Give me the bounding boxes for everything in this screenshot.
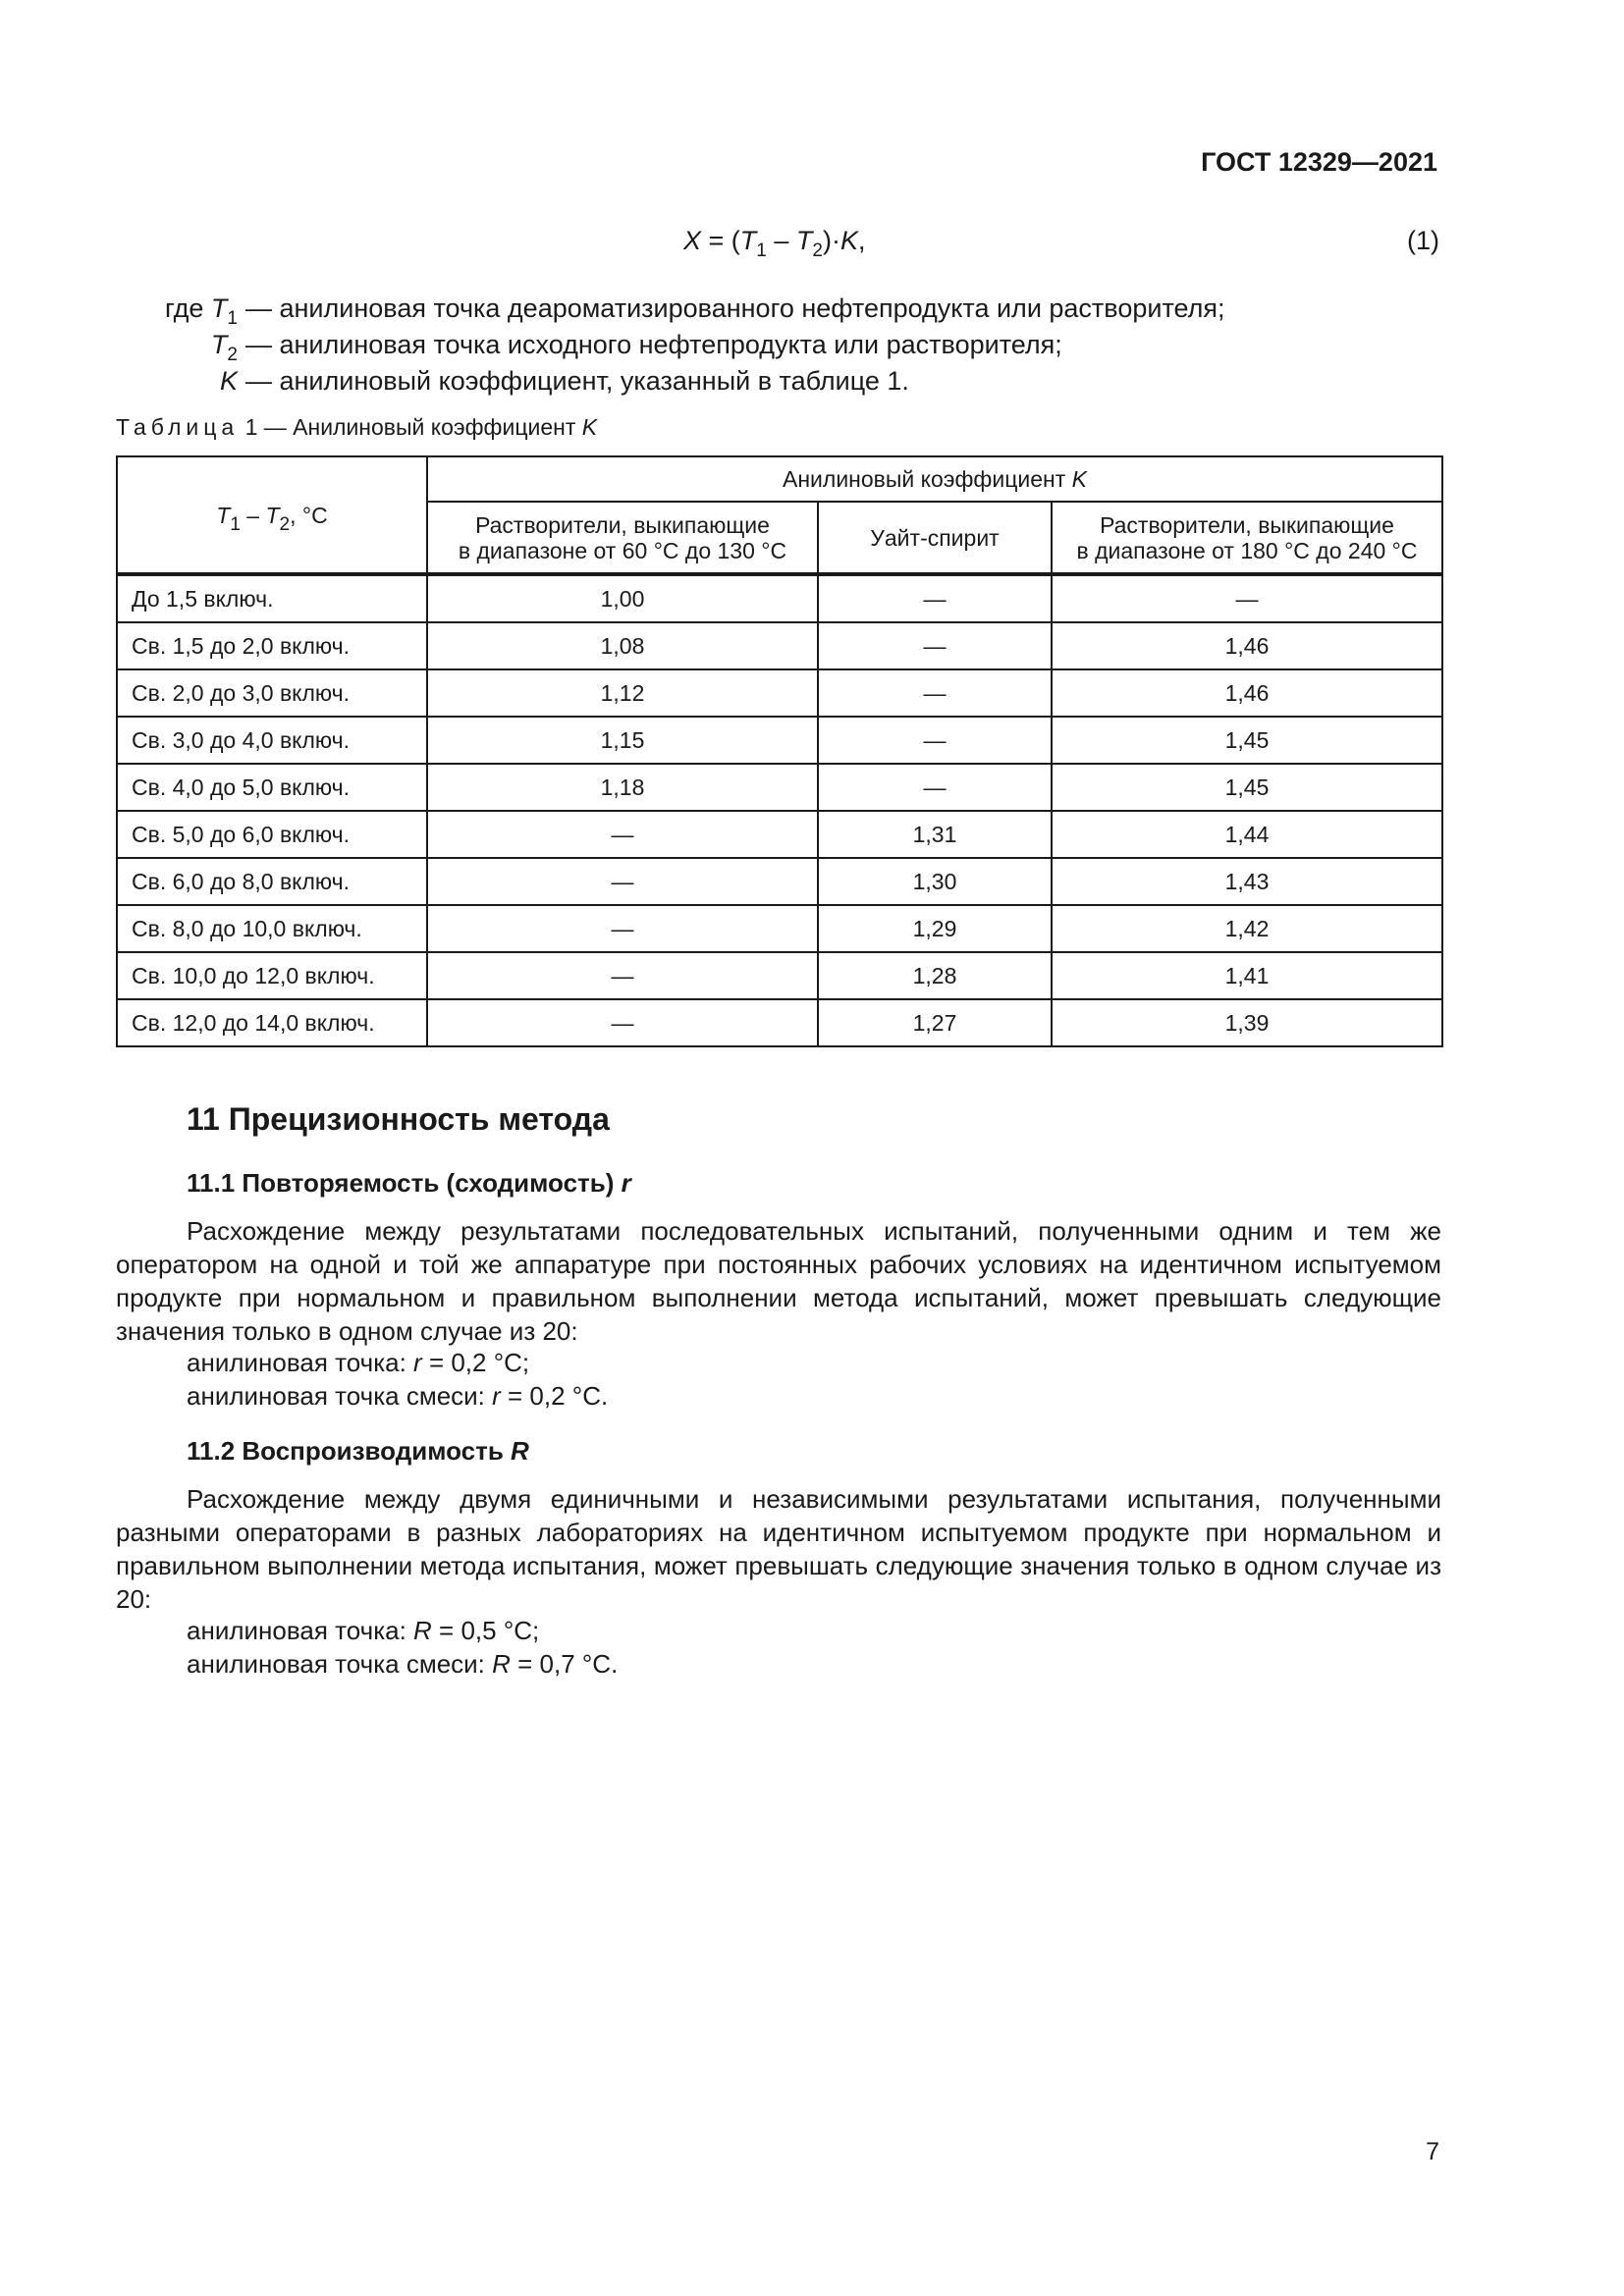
table-cell: 1,45	[1052, 764, 1442, 811]
table-cell: 1,29	[818, 905, 1052, 952]
table-cell: Св. 3,0 до 4,0 включ.	[117, 717, 427, 764]
table-cell: 1,08	[427, 622, 818, 669]
legend-symbol	[116, 363, 238, 400]
formula-x: X	[683, 226, 702, 255]
table-cell: —	[427, 811, 818, 858]
subsection-symbol: r	[621, 1168, 631, 1198]
legend-sym: T	[210, 330, 228, 359]
table-cell: 1,28	[818, 952, 1052, 999]
subsection-title-repeatability: 11.1 Повторяемость (сходимость) r	[187, 1168, 631, 1198]
table-cell: —	[427, 999, 818, 1046]
table-cell: —	[818, 764, 1052, 811]
document-code: ГОСТ 12329—2021	[1201, 147, 1437, 177]
table-cell: Св. 5,0 до 6,0 включ.	[117, 811, 427, 858]
table-cell: Св. 6,0 до 8,0 включ.	[117, 858, 427, 905]
table-row	[117, 574, 1442, 622]
table-row	[117, 952, 1442, 999]
table-cell: 1,44	[1052, 811, 1442, 858]
table-cell: 1,41	[1052, 952, 1442, 999]
table-cell: Св. 12,0 до 14,0 включ.	[117, 999, 427, 1046]
column-header: Растворители, выкипающие в диапазоне от 60 °C до 130 °C	[427, 502, 818, 574]
legend-symbol	[116, 327, 238, 363]
subsection-symbol: R	[511, 1436, 529, 1466]
table-row	[117, 717, 1442, 764]
table-row	[117, 764, 1442, 811]
legend-text: — анилиновая точка исходного нефтепродукта или растворителя;	[245, 330, 1062, 359]
formula-eq: = (	[701, 226, 740, 255]
formula-minus: –	[766, 226, 796, 255]
reproducibility-value: анилиновая точка смеси: R = 0,7 °C.	[187, 1649, 619, 1679]
table-cell: Св. 2,0 до 3,0 включ.	[117, 669, 427, 717]
legend-text: — анилиновая точка деароматизированного нефтепродукта или растворителя;	[245, 294, 1225, 323]
table-cell: Св. 8,0 до 10,0 включ.	[117, 905, 427, 952]
table-cell: Св. 1,5 до 2,0 включ.	[117, 622, 427, 669]
table-cell: —	[427, 952, 818, 999]
table-cell: 1,46	[1052, 669, 1442, 717]
table-cell: —	[427, 905, 818, 952]
table-cell: 1,39	[1052, 999, 1442, 1046]
reproducibility-value: анилиновая точка: R = 0,5 °C;	[187, 1616, 540, 1645]
table-cell: —	[818, 717, 1052, 764]
table-cell: Св. 4,0 до 5,0 включ.	[117, 764, 427, 811]
table-row	[117, 669, 1442, 717]
table-caption-word: Таблица	[116, 414, 240, 440]
repeatability-paragraph: Расхождение между результатами последовательных испытаний, полученными одним и тем же оператором на одной и той же аппаратуре при постоянных рабочих условиях на идентичном испытуемом продукте при нормальном и правильном выполнении метода испытаний, может превышать следующие значения только в одном случае из 20:	[116, 1216, 1441, 1346]
legend-item	[116, 327, 1225, 363]
table-caption-k: K	[581, 414, 598, 440]
column-header: Растворители, выкипающие в диапазоне от 180 °C до 240 °C	[1052, 502, 1442, 574]
table-cell: 1,15	[427, 717, 818, 764]
table-caption-rest: 1 — Анилиновый коэффициент	[239, 414, 582, 440]
formula-end: ,	[857, 226, 866, 255]
page-number: 7	[1426, 2138, 1439, 2165]
reproducibility-paragraph: Расхождение между двумя единичными и независимыми результатами испытания, полученными разными операторами в разных лабораториях на идентичном испытуемом продукте при нормальном и правильном выполнении метода испытания, может превышать следующие значения только в одном случае из 20:	[116, 1484, 1441, 1614]
formula-t2-sub: 2	[812, 240, 823, 261]
formula	[683, 226, 866, 261]
legend-sym: K	[219, 366, 238, 396]
formula-row	[116, 226, 1439, 265]
table-cell: 1,46	[1052, 622, 1442, 669]
table-caption	[116, 414, 597, 441]
legend-item	[116, 363, 1225, 400]
column-header: Уайт-спирит	[818, 502, 1052, 574]
table-cell: 1,43	[1052, 858, 1442, 905]
table-cell: 1,12	[427, 669, 818, 717]
repeatability-value: анилиновая точка: r = 0,2 °C;	[187, 1348, 530, 1377]
table-row	[117, 905, 1442, 952]
table-row	[117, 999, 1442, 1046]
table-row	[117, 811, 1442, 858]
formula-k: K	[839, 226, 858, 255]
table-cell: —	[818, 622, 1052, 669]
table-row	[117, 858, 1442, 905]
table-cell: 1,27	[818, 999, 1052, 1046]
table-cell: 1,00	[427, 574, 818, 622]
row-header-cell: $T_1 - T_2$, °C	[117, 456, 427, 574]
formula-close: )·	[822, 226, 840, 255]
legend-item	[116, 291, 1225, 327]
table-cell: 1,30	[818, 858, 1052, 905]
table-cell: 1,31	[818, 811, 1052, 858]
formula-legend	[116, 291, 1225, 400]
table-cell: 1,42	[1052, 905, 1442, 952]
subsection-title-reproducibility: 11.2 Воспроизводимость R	[187, 1436, 529, 1466]
legend-sym: T	[210, 294, 228, 323]
legend-text: — анилиновый коэффициент, указанный в таблице 1.	[245, 366, 909, 396]
group-header-cell: Анилиновый коэффициент K	[427, 456, 1442, 502]
legend-sym-sub: 2	[227, 345, 238, 365]
table-cell: 1,18	[427, 764, 818, 811]
coefficient-table	[116, 455, 1443, 1047]
section-title: 11 Прецизионность метода	[187, 1101, 610, 1137]
formula-t1: T	[739, 226, 757, 255]
table-cell: —	[818, 669, 1052, 717]
legend-symbol	[116, 291, 238, 327]
table-cell: 1,45	[1052, 717, 1442, 764]
formula-t1-sub: 1	[756, 240, 767, 261]
formula-number: (1)	[1407, 226, 1439, 255]
formula-t2: T	[795, 226, 813, 255]
table-cell: Св. 10,0 до 12,0 включ.	[117, 952, 427, 999]
table-row	[117, 622, 1442, 669]
repeatability-value: анилиновая точка смеси: r = 0,2 °C.	[187, 1381, 609, 1411]
legend-sym-sub: 1	[227, 308, 238, 329]
table-cell: —	[818, 574, 1052, 622]
table-cell: —	[427, 858, 818, 905]
legend-where: где	[165, 294, 204, 323]
table-cell: До 1,5 включ.	[117, 574, 427, 622]
table-cell: —	[1052, 574, 1442, 622]
